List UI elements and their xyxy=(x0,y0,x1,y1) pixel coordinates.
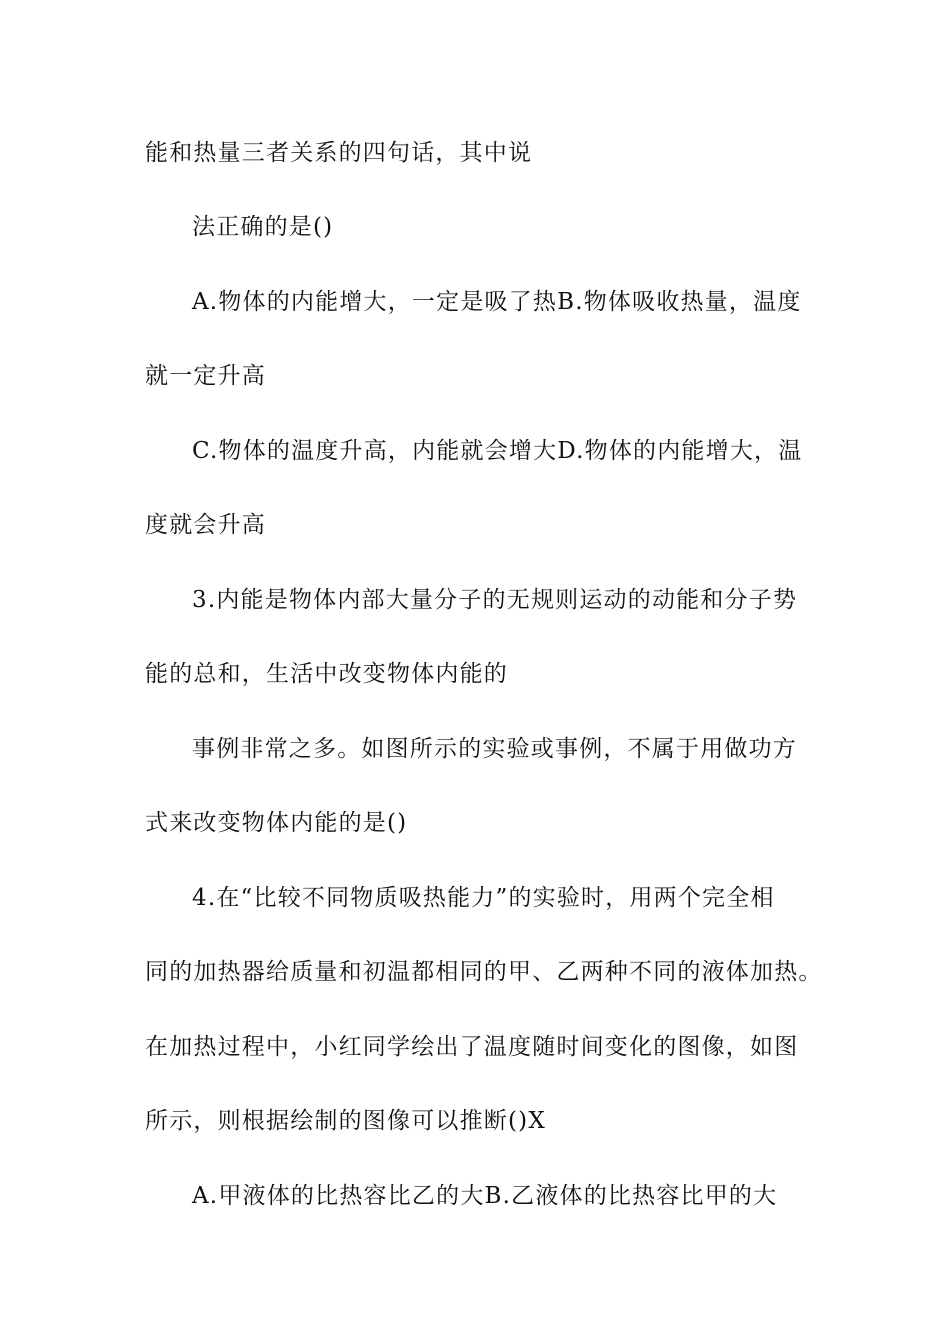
text-line-14: 所示，则根据绘制的图像可以推断()X xyxy=(145,1108,546,1134)
text-line-1: 能和热量三者关系的四句话，其中说 xyxy=(145,140,533,166)
text-line-9: 事例非常之多。如图所示的实验或事例，不属于用做功方 xyxy=(192,736,797,762)
text-line-10: 式来改变物体内能的是() xyxy=(145,810,408,836)
text-line-15: A.甲液体的比热容比乙的大B.乙液体的比热容比甲的大 xyxy=(192,1183,778,1209)
text-line-4: 就一定升高 xyxy=(145,363,266,389)
text-line-3: A.物体的内能增大，一定是吸了热B.物体吸收热量，温度 xyxy=(192,289,802,315)
text-line-11: 4.在“比较不同物质吸热能力”的实验时，用两个完全相 xyxy=(192,885,775,911)
text-line-7: 3.内能是物体内部大量分子的无规则运动的动能和分子势 xyxy=(192,587,798,613)
text-line-6: 度就会升高 xyxy=(145,512,266,538)
text-line-13: 在加热过程中，小红同学绘出了温度随时间变化的图像，如图 xyxy=(145,1034,799,1060)
text-line-12: 同的加热器给质量和初温都相同的甲、乙两种不同的液体加热。 xyxy=(145,959,823,985)
text-line-8: 能的总和，生活中改变物体内能的 xyxy=(145,661,508,687)
text-line-2: 法正确的是() xyxy=(192,214,334,240)
text-line-5: C.物体的温度升高，内能就会增大D.物体的内能增大，温 xyxy=(192,438,803,464)
